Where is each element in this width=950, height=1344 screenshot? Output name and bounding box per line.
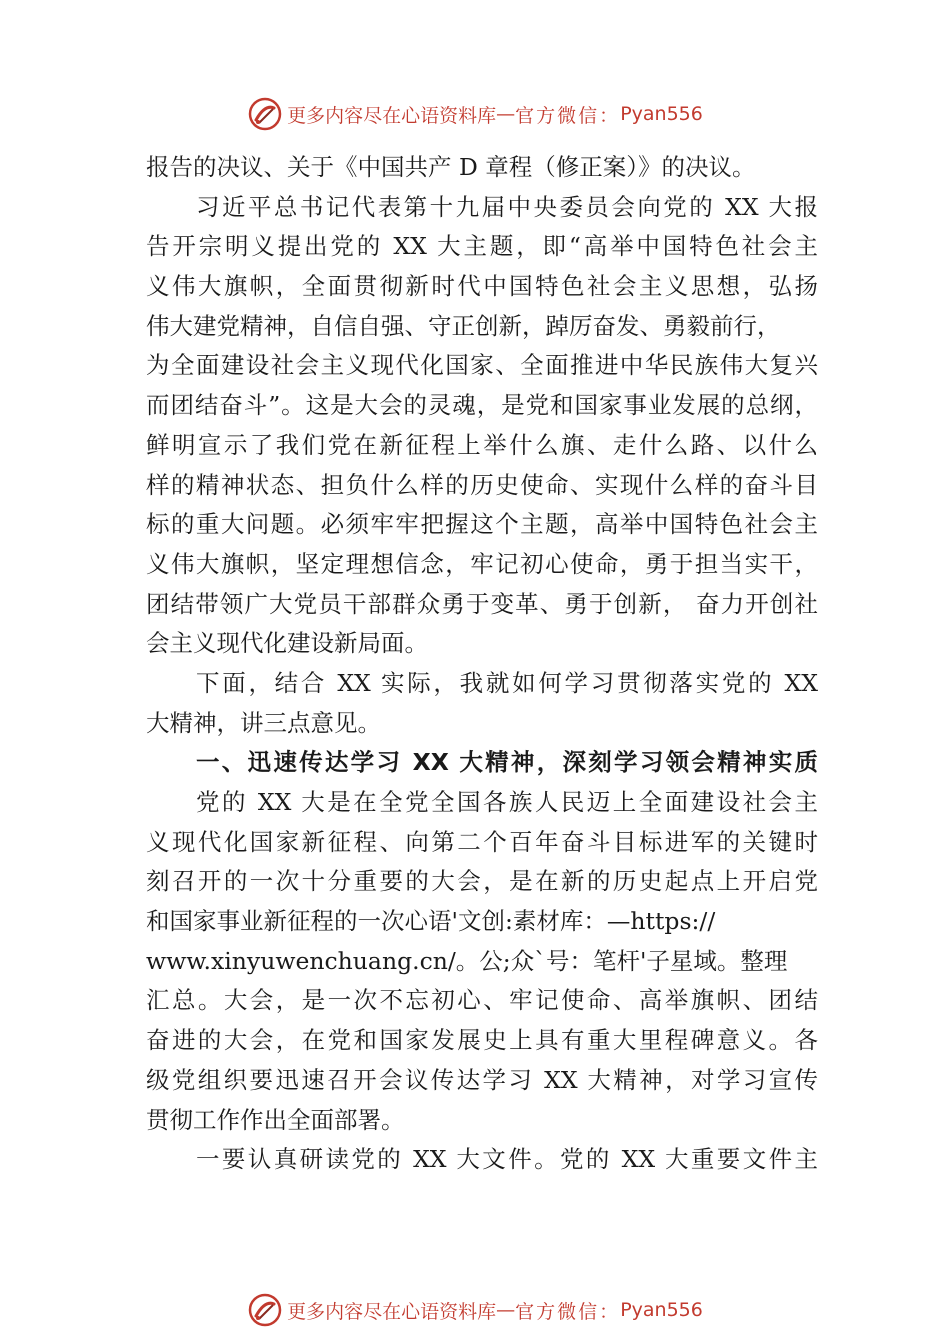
text-line: 刻召开的一次十分重要的大会，是在新的历史起点上开启党 — [146, 867, 818, 896]
watermark-dash: — — [496, 1299, 516, 1321]
header-watermark — [0, 94, 950, 134]
watermark-wechat-label: 官方微信： — [515, 104, 621, 127]
text-line: 会主义现代化建设新局面。 — [146, 629, 428, 658]
section-heading: 一、迅速传达学习 XX 大精神，深刻学习领会精神实质 — [196, 748, 818, 777]
text-line: 和国家事业新征程的一次心语'文创:素材库：—https:// — [146, 907, 716, 936]
text-line: 报告的决议、关于《中国共产 D 章程（修正案）》的决议。 — [146, 153, 756, 181]
text-line: 告开宗明义提出党的 XX 大主题，即“高举中国特色社会主 — [146, 232, 818, 261]
text-line: 奋进的大会，在党和国家发展史上具有重大里程碑意义。各 — [146, 1026, 818, 1055]
text-line: 伟大建党精神，自信自强、守正创新，踔厉奋发、勇毅前行， — [146, 311, 781, 340]
text-line: 为全面建设社会主义现代化国家、全面推进中华民族伟大复兴 — [146, 351, 818, 380]
watermark-account: Pyan556 — [620, 1299, 703, 1321]
text-line: 标的重大问题。必须牢牢把握这个主题，高举中国特色社会主 — [146, 510, 818, 539]
text-line: 级党组织要迅速召开会议传达学习 XX 大精神，对学习宣传 — [146, 1065, 818, 1094]
text-line: 义现代化国家新征程、向第二个百年奋斗目标进军的关键时 — [146, 827, 818, 856]
text-line: 样的精神状态、担负什么样的历史使命、实现什么样的奋斗目 — [146, 470, 818, 499]
text-line: 义伟大旗帜，坚定理想信念，牢记初心使命，勇于担当实干， — [146, 549, 818, 578]
text-line: 鲜明宣示了我们党在新征程上举什么旗、走什么路、以什么 — [146, 430, 818, 459]
text-line: 团结带领广大党员干部群众勇于变革、勇于创新， 奋力开创社 — [146, 589, 818, 618]
text-line: 汇总。大会，是一次不忘初心、牢记使命、高举旗帜、团结 — [146, 986, 818, 1015]
watermark-wechat-label: 官方微信： — [515, 1300, 621, 1323]
watermark-account: Pyan556 — [620, 103, 703, 125]
pen-logo-icon — [247, 1292, 283, 1328]
text-line: www.xinyuwenchuang.cn/。公;众`号：笔杆'子星域。整理 — [146, 946, 788, 975]
footer-watermark — [0, 1290, 950, 1330]
text-line: 义伟大旗帜，全面贯彻新时代中国特色社会主义思想，弘扬 — [146, 272, 818, 301]
text-line: 习近平总书记代表第十九届中央委员会向党的 XX 大报 — [196, 192, 818, 221]
text-line: 大精神，讲三点意见。 — [146, 708, 381, 737]
text-line: 党的 XX 大是在全党全国各族人民迈上全面建设社会主 — [196, 788, 818, 816]
pen-logo-icon — [247, 96, 283, 132]
document-body — [146, 148, 818, 1180]
watermark-dash: — — [496, 103, 516, 125]
text-line: 一要认真研读党的 XX 大文件。党的 XX 大重要文件主 — [196, 1145, 818, 1174]
text-line: 下面，结合 XX 实际，我就如何学习贯彻落实党的 XX — [196, 668, 818, 697]
text-line: 贯彻工作作出全面部署。 — [146, 1105, 405, 1134]
watermark-brand: 更多内容尽在心语资料库 — [287, 1300, 497, 1323]
text-line: 而团结奋斗”。这是大会的灵魂，是党和国家事业发展的总纲， — [146, 391, 818, 420]
watermark-brand: 更多内容尽在心语资料库 — [287, 104, 497, 127]
